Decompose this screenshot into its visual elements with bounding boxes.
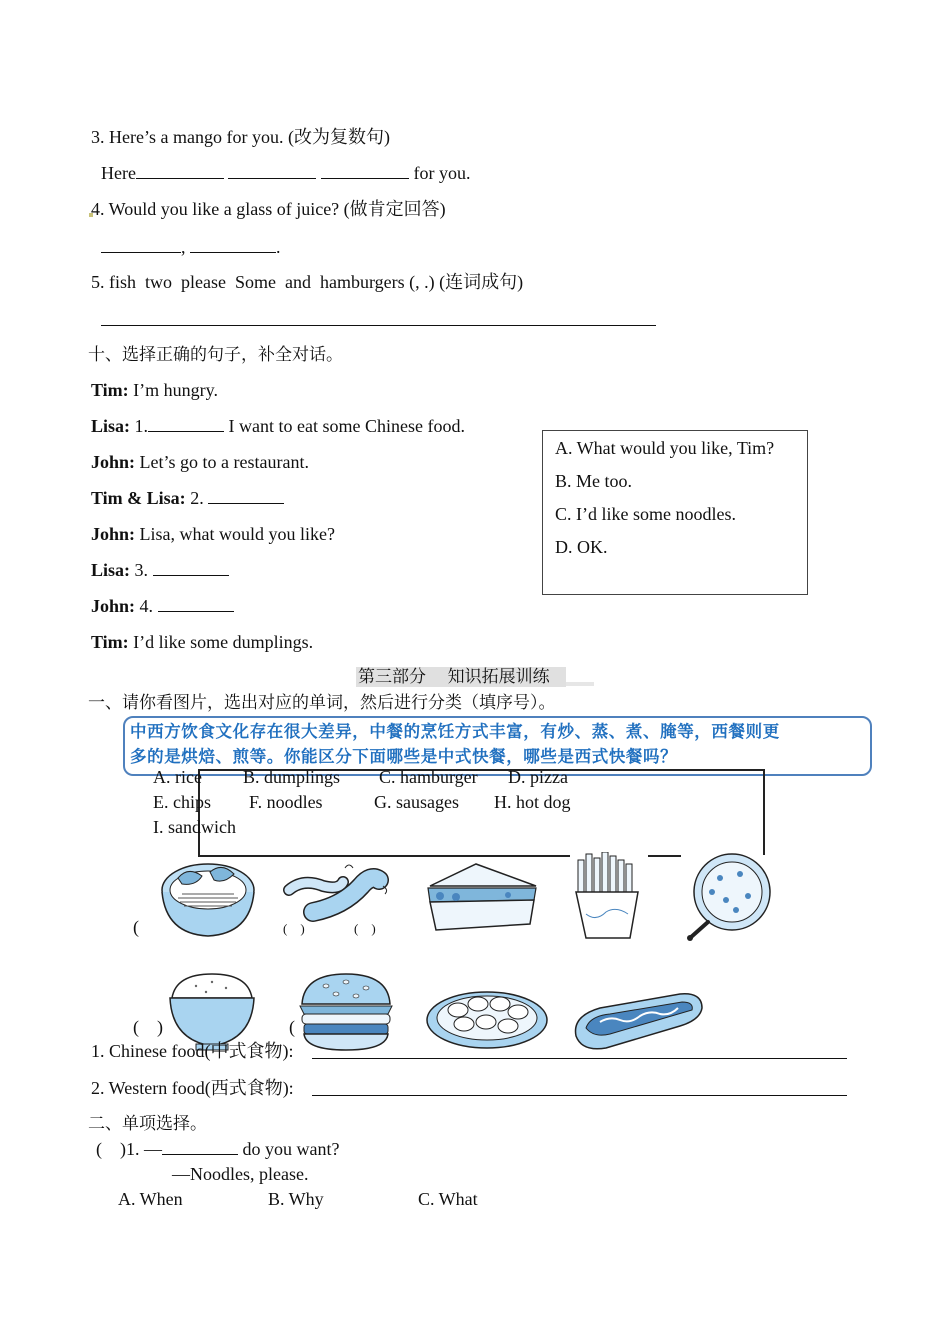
choice-c[interactable]: C. What <box>418 1189 478 1209</box>
q3-suffix: for you. <box>408 163 471 183</box>
word-b: B. dumplings <box>243 767 341 787</box>
q4-blank-2[interactable] <box>190 236 276 253</box>
western-food-label: 2. Western food(西式食物): <box>91 1078 299 1098</box>
word-g: G. sausages <box>374 792 459 812</box>
q3-blank-3[interactable] <box>321 162 409 179</box>
dialogue-line: Lisa: 3. <box>91 559 229 581</box>
dialogue-blank-4[interactable] <box>158 595 234 612</box>
mc-blank[interactable] <box>162 1138 238 1155</box>
word-f: F. noodles <box>249 792 323 812</box>
dialogue-line: Lisa: 1. I want to eat some Chinese food. <box>91 416 465 436</box>
title-bar-tail <box>566 682 594 686</box>
western-food-answer-line[interactable] <box>312 1095 847 1096</box>
answer-paren[interactable]: ( <box>133 917 139 937</box>
q3-blank-1[interactable] <box>136 162 224 179</box>
option-d: D. OK. <box>555 537 608 557</box>
dialogue-blank-1[interactable] <box>148 415 224 432</box>
dialogue-line: Tim & Lisa: 2. <box>91 487 284 509</box>
word-i: I. sandwich <box>153 817 236 837</box>
part-3-title: 第三部分 知识拓展训练 <box>358 667 550 687</box>
question-3-answer-line <box>101 162 470 184</box>
hamburger-icon <box>296 970 396 1052</box>
dialogue-blank-3[interactable] <box>153 559 229 576</box>
noodles-bowl-icon <box>158 858 258 940</box>
q5-answer-line[interactable] <box>101 325 656 326</box>
answer-paren[interactable]: ( ) <box>133 1017 163 1037</box>
q4-period: . <box>276 237 281 257</box>
sausages-icon <box>283 860 391 930</box>
sandwich-icon <box>418 860 540 936</box>
question-5: 5. fish two please Some and hamburgers (, .) (连词成句) <box>91 272 524 292</box>
q3-blank-2[interactable] <box>228 162 316 179</box>
dumplings-icon <box>424 986 550 1050</box>
word-bank-frame-bottom <box>198 855 570 857</box>
part-3-q1-title: 一、请你看图片，选出对应的单词，然后进行分类（填序号）。 <box>88 693 556 713</box>
q4-comma: , <box>181 237 186 257</box>
answer-paren[interactable]: ( ) <box>283 921 305 936</box>
option-c: C. I’d like some noodles. <box>555 504 736 524</box>
word-c: C. hamburger <box>379 767 478 787</box>
choice-b[interactable]: B. Why <box>268 1189 324 1209</box>
dialogue-line: John: Lisa, what would you like? <box>91 524 335 544</box>
chips-icon <box>572 852 642 942</box>
dialogue-line: Tim: I’d like some dumplings. <box>91 632 314 652</box>
chinese-food-answer-line[interactable] <box>312 1058 847 1059</box>
word-bank-frame-bottom-end <box>648 855 681 857</box>
option-b: B. Me too. <box>555 471 633 491</box>
dialogue-line: John: Let’s go to a restaurant. <box>91 452 309 472</box>
q2-title: 二、单项选择。 <box>88 1114 207 1134</box>
dialogue-line: Tim: I’m hungry. <box>91 380 218 400</box>
word-a: A. rice <box>153 767 202 787</box>
question-4: 4. Would you like a glass of juice? (做肯定回答) <box>91 199 446 219</box>
mc-question-1: ( )1. — do you want? <box>96 1139 340 1159</box>
question-3: 3. Here’s a mango for you. (改为复数句) <box>91 127 390 147</box>
pizza-icon <box>682 852 774 942</box>
word-e: E. chips <box>153 792 211 812</box>
notice-line-2: 多的是烘焙、煎等。你能区分下面哪些是中式快餐，哪些是西式快餐吗？ <box>130 747 678 766</box>
hot-dog-icon <box>570 986 706 1052</box>
mc-answer-line: —Noodles, please. <box>172 1164 309 1184</box>
question-4-answer-line <box>101 236 281 258</box>
chinese-food-label: 1. Chinese food(中式食物): <box>91 1041 298 1061</box>
choice-a[interactable]: A. When <box>118 1189 183 1209</box>
q3-prefix: Here <box>101 163 136 183</box>
notice-line-1: 中西方饮食文化存在很大差异，中餐的烹饪方式丰富，有炒、蒸、煮、腌等，西餐则更 <box>130 722 780 741</box>
answer-paren[interactable]: ( <box>289 1017 295 1037</box>
word-d: D. pizza <box>508 767 568 787</box>
answer-paren[interactable]: ( ) <box>354 921 376 936</box>
option-a: A. What would you like, Tim? <box>555 438 775 458</box>
section-10-title: 十、选择正确的句子，补全对话。 <box>88 345 343 365</box>
dialogue-blank-2[interactable] <box>208 487 284 504</box>
dialogue-line: John: 4. <box>91 595 234 617</box>
word-h: H. hot dog <box>494 792 571 812</box>
options-box <box>542 430 808 595</box>
q4-blank-1[interactable] <box>101 236 181 253</box>
